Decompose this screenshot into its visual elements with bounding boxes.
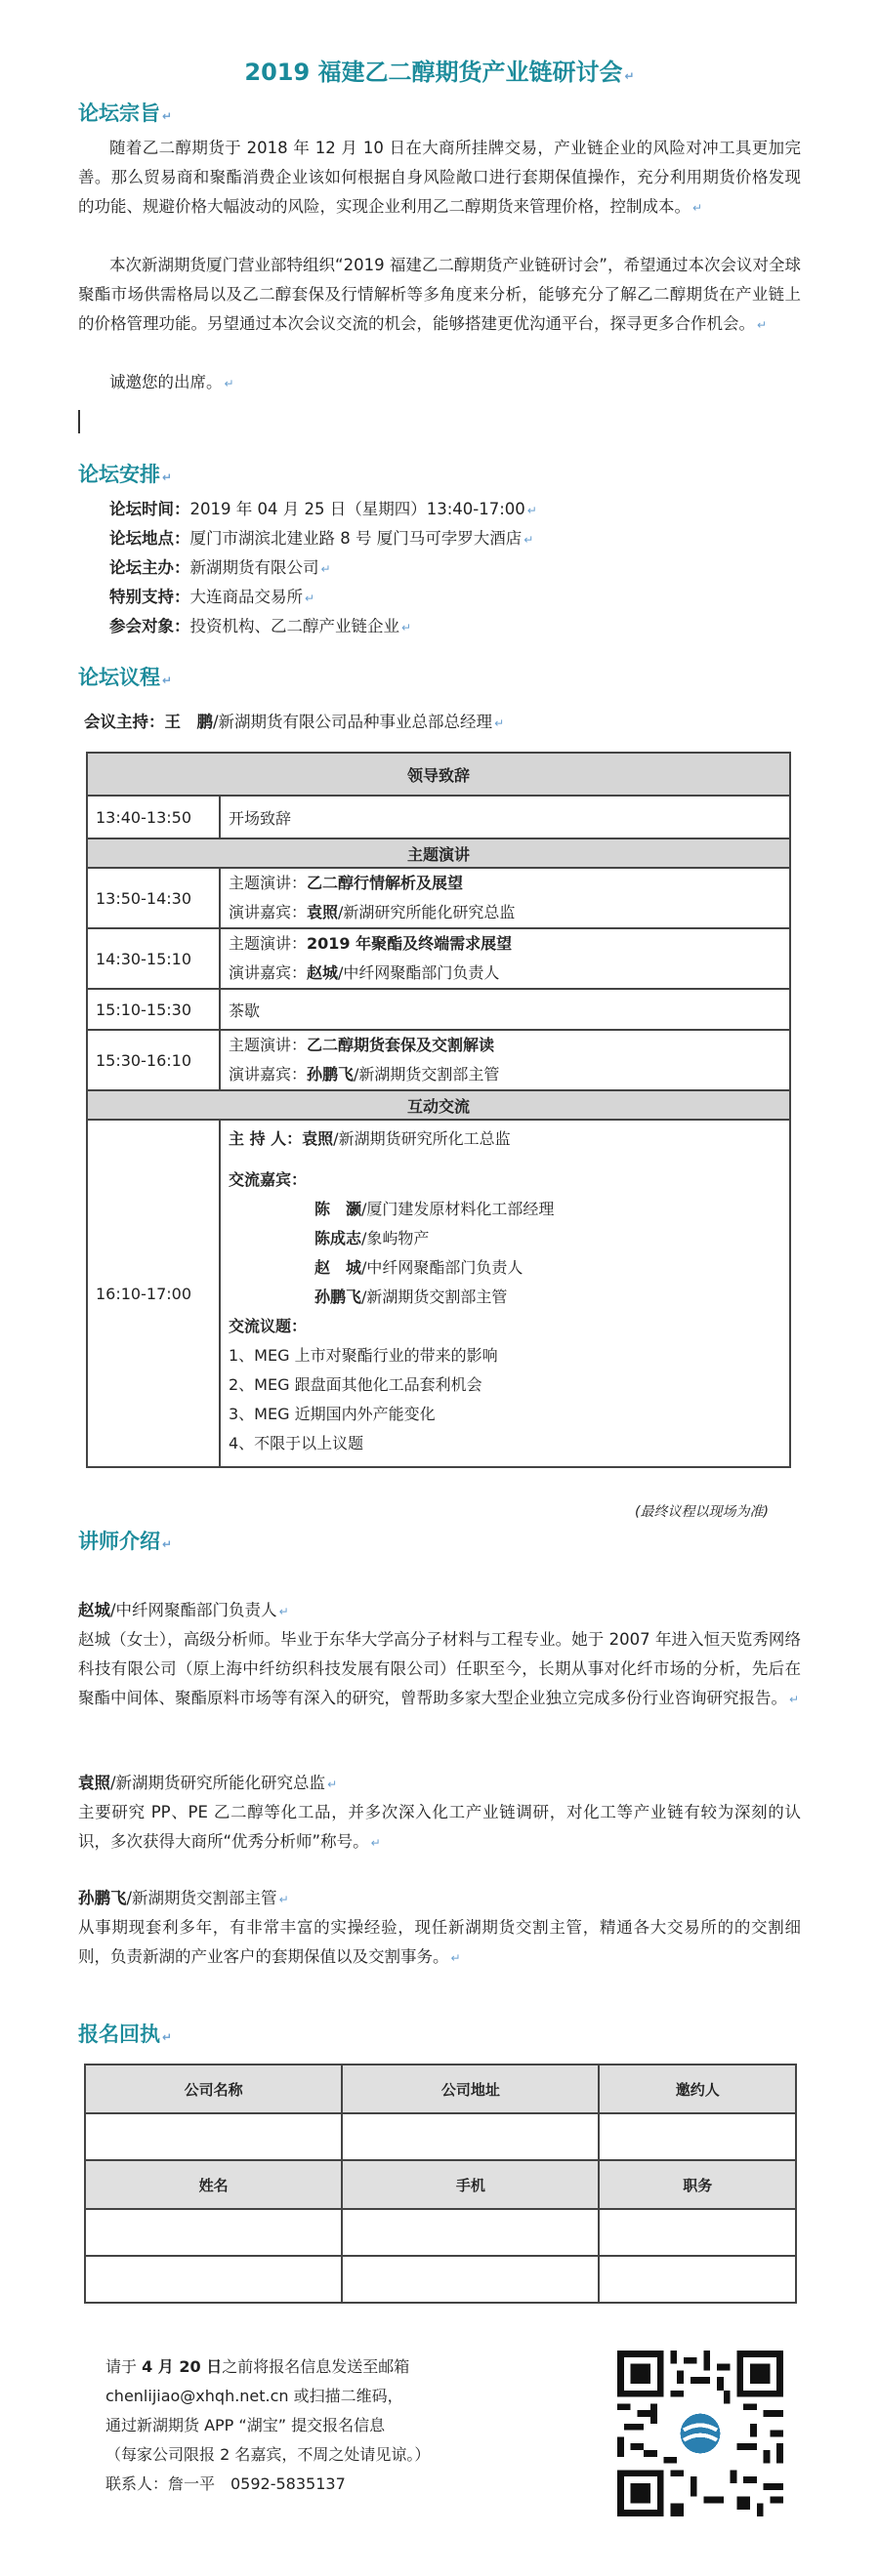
agenda-note: (最终议程以现场为准) — [635, 1504, 769, 1520]
paragraph-return-icon: ↵ — [757, 318, 768, 332]
paragraph-return-icon: ↵ — [526, 504, 537, 517]
arrangement-item: 论坛主办：新湖期货有限公司 ↵ — [109, 558, 331, 577]
paragraph-return-icon: ↵ — [278, 1605, 289, 1618]
paragraph-return-icon: ↵ — [523, 533, 534, 547]
paragraph-return-icon: ↵ — [162, 1537, 173, 1551]
reg-header-position: 职务 — [599, 2160, 796, 2209]
paragraph-return-icon: ↵ — [224, 377, 234, 390]
qr-code-icon[interactable] — [617, 2351, 783, 2516]
agenda-item: 茶歇 — [220, 989, 790, 1030]
reg-cell[interactable] — [599, 2209, 796, 2256]
registration-table — [84, 2064, 797, 2304]
agenda-table — [86, 752, 791, 1468]
paragraph-return-icon: ↵ — [320, 562, 331, 576]
reg-cell[interactable] — [342, 2113, 599, 2160]
reg-header-inviter: 邀约人 — [599, 2065, 796, 2113]
reg-cell[interactable] — [85, 2209, 342, 2256]
reg-header-phone: 手机 — [342, 2160, 599, 2209]
agenda-item: 主 持 人：袁照/新湖期货研究所化工总监 交流嘉宾： 陈 灏/厦门建发原材料化工部经理 陈成志/象屿物产 赵 城/中纤网聚酯部门负责人 孙鹏飞/新湖期货交割部主管 交流议题： 1、MEG 上市对聚酯行业的带来的影响 2、MEG 跟盘面其他化工品套利机会 3、MEG 近期国内外产能变化 4、不限于以上议题 — [220, 1120, 790, 1467]
agenda-header-interactive: 互动交流 — [87, 1090, 790, 1120]
agenda-item: 主题演讲：乙二醇行情解析及展望 演讲嘉宾：袁照/新湖研究所能化研究总监 — [220, 868, 790, 928]
agenda-time: 15:30-16:10 — [87, 1030, 220, 1090]
agenda-item: 主题演讲：2019 年聚酯及终端需求展望 演讲嘉宾：赵城/中纤网聚酯部门负责人 — [220, 928, 790, 989]
paragraph-return-icon: ↵ — [494, 716, 505, 730]
reg-header-name: 姓名 — [85, 2160, 342, 2209]
paragraph-return-icon: ↵ — [162, 109, 173, 123]
agenda-time: 15:10-15:30 — [87, 989, 220, 1030]
paragraph-return-icon: ↵ — [305, 592, 315, 605]
paragraph-return-icon: ↵ — [692, 201, 703, 215]
agenda-item: 主题演讲：乙二醇期货套保及交割解读 演讲嘉宾：孙鹏飞/新湖期货交割部主管 — [220, 1030, 790, 1090]
agenda-time: 14:30-15:10 — [87, 928, 220, 989]
arrangement-item: 参会对象：投资机构、乙二醇产业链企业 ↵ — [109, 617, 412, 635]
paragraph-return-icon: ↵ — [162, 470, 173, 484]
reg-cell[interactable] — [85, 2113, 342, 2160]
section-heading-speakers: 讲师介绍 ↵ — [78, 1530, 173, 1553]
paragraph-return-icon: ↵ — [789, 1693, 800, 1706]
agenda-header-leader: 领导致辞 — [87, 753, 790, 796]
paragraph-return-icon: ↵ — [450, 1951, 461, 1965]
speaker-name: 赵城/中纤网聚酯部门负责人 ↵ — [78, 1601, 289, 1619]
paragraph-return-icon: ↵ — [278, 1893, 289, 1906]
paragraph-return-icon: ↵ — [401, 621, 412, 634]
purpose-paragraph-3: 诚邀您的出席。 ↵ — [109, 373, 234, 391]
reg-cell[interactable] — [342, 2209, 599, 2256]
purpose-paragraph-2: 本次新湖期货厦门营业部特组织“2019 福建乙二醇期货产业链研讨会”，希望通过本次会议对全球聚酯市场供需格局以及乙二醇套保及行情解析等多角度来分析，能够充分了解乙二醇期货在产业链上的价格管理功能。另望通过本次会议交流的机会，能够搭建更优沟通平台，探寻更多合作机会。 ↵ — [78, 256, 801, 333]
paragraph-return-icon: ↵ — [162, 674, 173, 687]
reg-cell[interactable] — [599, 2256, 796, 2303]
speaker-name: 孙鹏飞/新湖期货交割部主管 ↵ — [78, 1889, 289, 1907]
speaker-bio: 赵城（女士），高级分析师。毕业于东华大学高分子材料与工程专业。她于 2007 年进入恒天览秀网络科技有限公司（原上海中纤纺织科技发展有限公司）任职至今，长期从事对化纤市场的分析，先后在聚酯中间体、聚酯原料市场等有深入的研究，曾帮助多家大型企业独立完成多份行业咨询研究报告。 ↵ — [78, 1630, 801, 1707]
section-heading-agenda: 论坛议程 ↵ — [78, 666, 173, 689]
paragraph-return-icon: ↵ — [162, 2030, 173, 2044]
paragraph-return-icon: ↵ — [624, 69, 635, 83]
paragraph-return-icon: ↵ — [327, 1778, 338, 1791]
contact-email[interactable]: chenlijiao@xhqh.net.cn 或扫描二维码， — [105, 2387, 403, 2405]
paragraph-return-icon: ↵ — [370, 1836, 381, 1850]
section-heading-arrangement: 论坛安排 ↵ — [78, 463, 173, 486]
arrangement-item: 论坛时间：2019 年 04 月 25 日（星期四）13:40-17:00 ↵ — [109, 500, 537, 518]
arrangement-list — [109, 495, 537, 641]
purpose-paragraph-1: 随着乙二醇期货于 2018 年 12 月 10 日在大商所挂牌交易，产业链企业的风险对冲工具更加完善。那么贸易商和聚酯消费企业该如何根据自身风险敞口进行套期保值操作，充分利用期货价格发现的功能、规避价格大幅波动的风险，实现企业利用乙二醇期货来管理价格，控制成本。 ↵ — [78, 139, 801, 216]
contact-block: 请于 4 月 20 日之前将报名信息发送至邮箱 chenlijiao@xhqh.net.cn 或扫描二维码， 通过新湖期货 APP “湖宝” 提交报名信息 （每家公司限报 2 名嘉宾，不周之处请见谅。） 联系人：詹一平 0592-5835137 — [105, 2357, 431, 2493]
text-cursor — [78, 410, 80, 433]
agenda-time: 16:10-17:00 — [87, 1120, 220, 1467]
reg-header-address: 公司地址 — [342, 2065, 599, 2113]
agenda-time: 13:50-14:30 — [87, 868, 220, 928]
speaker-bio: 从事期现套利多年，有非常丰富的实操经验，现任新湖期货交割主管，精通各大交易所的的交割细则，负责新湖的产业客户的套期保值以及交割事务。 ↵ — [78, 1918, 801, 1966]
section-heading-registration: 报名回执 ↵ — [78, 2023, 173, 2046]
agenda-item: 开场致辞 — [220, 796, 790, 838]
arrangement-item: 论坛地点：厦门市湖滨北建业路 8 号 厦门马可孛罗大酒店 ↵ — [109, 529, 534, 548]
section-heading-purpose: 论坛宗旨 ↵ — [78, 102, 173, 125]
reg-header-company: 公司名称 — [85, 2065, 342, 2113]
speaker-bio: 主要研究 PP、PE 乙二醇等化工品，并多次深入化工产业链调研，对化工等产业链有较为深刻的认识，多次获得大商所“优秀分析师”称号。 ↵ — [78, 1803, 801, 1851]
reg-cell[interactable] — [85, 2256, 342, 2303]
page-title: 2019 福建乙二醇期货产业链研讨会 ↵ — [244, 59, 635, 86]
reg-cell[interactable] — [599, 2113, 796, 2160]
agenda-time: 13:40-13:50 — [87, 796, 220, 838]
speaker-name: 袁照/新湖期货研究所能化研究总监 ↵ — [78, 1774, 338, 1792]
arrangement-item: 特别支持：大连商品交易所 ↵ — [109, 588, 315, 606]
reg-cell[interactable] — [342, 2256, 599, 2303]
agenda-header-keynote: 主题演讲 — [87, 838, 790, 868]
meeting-host: 会议主持：王 鹏/新湖期货有限公司品种事业总部总经理 ↵ — [84, 713, 505, 731]
